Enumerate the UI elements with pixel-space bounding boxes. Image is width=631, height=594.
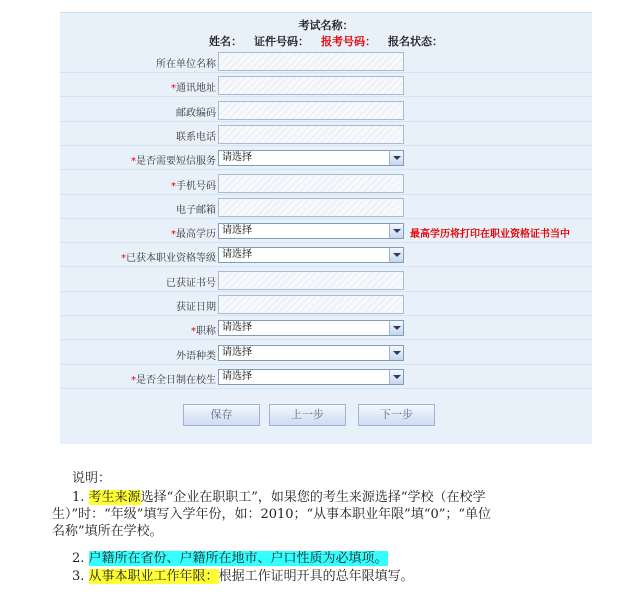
note-3-text: 根据工作证明开具的总年限填写。 xyxy=(218,569,414,584)
select-value: 请选择 xyxy=(222,225,252,237)
note-2 xyxy=(72,550,612,567)
required-star: * xyxy=(121,253,126,265)
field-label-text: 是否全日制在校生 xyxy=(136,374,216,386)
field-label-text: 是否需要短信服务 xyxy=(136,156,216,168)
text-input[interactable] xyxy=(218,52,404,71)
note-3-highlight: 从事本职业工作年限： xyxy=(88,569,219,584)
prev-step-button[interactable]: 上一步 xyxy=(269,404,346,426)
note-1-text: 选择“企业在职职工”，如果您的考生来源选择“学校（在校学 xyxy=(140,490,486,505)
exam-name-label: 考试名称： xyxy=(298,19,354,32)
form-header xyxy=(60,13,592,48)
form-row xyxy=(60,147,592,170)
required-star: * xyxy=(191,326,196,338)
reg-number-label: 报考号码： xyxy=(321,35,376,48)
field-label xyxy=(176,298,216,313)
select-value: 请选择 xyxy=(222,152,252,164)
note-1 xyxy=(72,489,612,506)
select-field[interactable] xyxy=(218,345,404,361)
field-label xyxy=(176,128,216,143)
chevron-down-icon[interactable] xyxy=(389,248,403,262)
candidate-info-line xyxy=(60,33,592,49)
field-label-text: 电子邮箱 xyxy=(176,204,216,216)
field-label-text: 已获本职业资格等级 xyxy=(126,253,216,265)
select-field[interactable] xyxy=(218,320,404,336)
select-value: 请选择 xyxy=(222,370,252,382)
note-1-highlight: 考生来源 xyxy=(88,490,141,505)
form-row xyxy=(60,244,592,267)
required-star: * xyxy=(171,229,176,241)
status-label: 报名状态： xyxy=(388,35,443,48)
field-label-text: 通讯地址 xyxy=(176,83,216,95)
note-2-highlight: 户籍所在省份、户籍所在地市、户口性质为必填项。 xyxy=(88,551,388,566)
note-2-number: 2. xyxy=(72,551,85,566)
text-input[interactable] xyxy=(218,174,404,193)
form-row xyxy=(60,220,592,243)
form-row xyxy=(60,74,592,97)
text-input[interactable] xyxy=(218,271,404,290)
form-row xyxy=(60,123,592,146)
name-label: 姓名： xyxy=(209,35,242,48)
form-row xyxy=(60,269,592,292)
select-field[interactable] xyxy=(218,247,404,263)
required-star: * xyxy=(171,83,176,95)
select-value: 请选择 xyxy=(222,249,252,261)
note-3-number: 3. xyxy=(72,569,85,584)
chevron-down-icon[interactable] xyxy=(389,321,403,335)
instructions-title: 说明： xyxy=(72,471,112,486)
field-label xyxy=(176,347,216,362)
select-field[interactable] xyxy=(218,150,404,166)
field-label-text: 所在单位名称 xyxy=(156,59,216,70)
field-label-text: 外语种类 xyxy=(176,350,216,362)
field-label xyxy=(131,152,216,167)
required-star: * xyxy=(171,180,176,192)
field-label-text: 已获证书号 xyxy=(166,277,216,289)
save-button[interactable]: 保存 xyxy=(183,404,260,426)
field-label xyxy=(166,274,216,289)
form-row xyxy=(60,50,592,73)
text-input[interactable] xyxy=(218,198,404,217)
field-label xyxy=(131,371,216,386)
required-star: * xyxy=(131,374,136,386)
field-label-text: 手机号码 xyxy=(176,180,216,192)
required-star: * xyxy=(131,156,136,168)
form-row xyxy=(60,366,592,389)
field-label xyxy=(171,225,216,240)
form-row xyxy=(60,293,592,316)
text-input[interactable] xyxy=(218,101,404,120)
field-label xyxy=(121,249,216,264)
form-row xyxy=(60,342,592,365)
form-row xyxy=(60,317,592,340)
field-label-text: 最高学历 xyxy=(176,229,216,241)
next-step-button[interactable]: 下一步 xyxy=(358,404,435,426)
field-label-text: 获证日期 xyxy=(176,302,216,313)
chevron-down-icon[interactable] xyxy=(389,151,403,165)
form-row xyxy=(60,99,592,122)
chevron-down-icon[interactable] xyxy=(389,224,403,238)
field-label xyxy=(171,79,216,94)
field-label xyxy=(191,322,216,337)
select-field[interactable] xyxy=(218,223,404,239)
note-1-number: 1. xyxy=(72,490,85,505)
field-label-text: 职称 xyxy=(196,326,216,338)
field-label xyxy=(156,55,216,70)
form-row xyxy=(60,196,592,219)
chevron-down-icon[interactable] xyxy=(389,346,403,360)
registration-form-panel xyxy=(60,12,592,444)
field-label xyxy=(176,104,216,119)
select-value: 请选择 xyxy=(222,322,252,334)
text-input[interactable] xyxy=(218,125,404,144)
note-1-line-3: 名称”填所在学校。 xyxy=(52,524,163,539)
select-field[interactable] xyxy=(218,369,404,385)
field-label xyxy=(176,201,216,216)
form-row xyxy=(60,172,592,195)
note-3 xyxy=(72,568,612,585)
field-label-text: 邮政编码 xyxy=(176,107,216,119)
note-1-line-2: 生）”时：“年级”填写入学年份，如：2010；“从事本职业年限”填“0”；“单位 xyxy=(52,507,492,522)
text-input[interactable] xyxy=(218,76,404,95)
text-input[interactable] xyxy=(218,295,404,314)
id-number-label: 证件号码： xyxy=(254,35,309,48)
field-label xyxy=(171,177,216,192)
select-value: 请选择 xyxy=(222,346,252,358)
chevron-down-icon[interactable] xyxy=(389,370,403,384)
field-label-text: 联系电话 xyxy=(176,131,216,143)
field-hint: 最高学历将打印在职业资格证书当中 xyxy=(410,229,570,241)
